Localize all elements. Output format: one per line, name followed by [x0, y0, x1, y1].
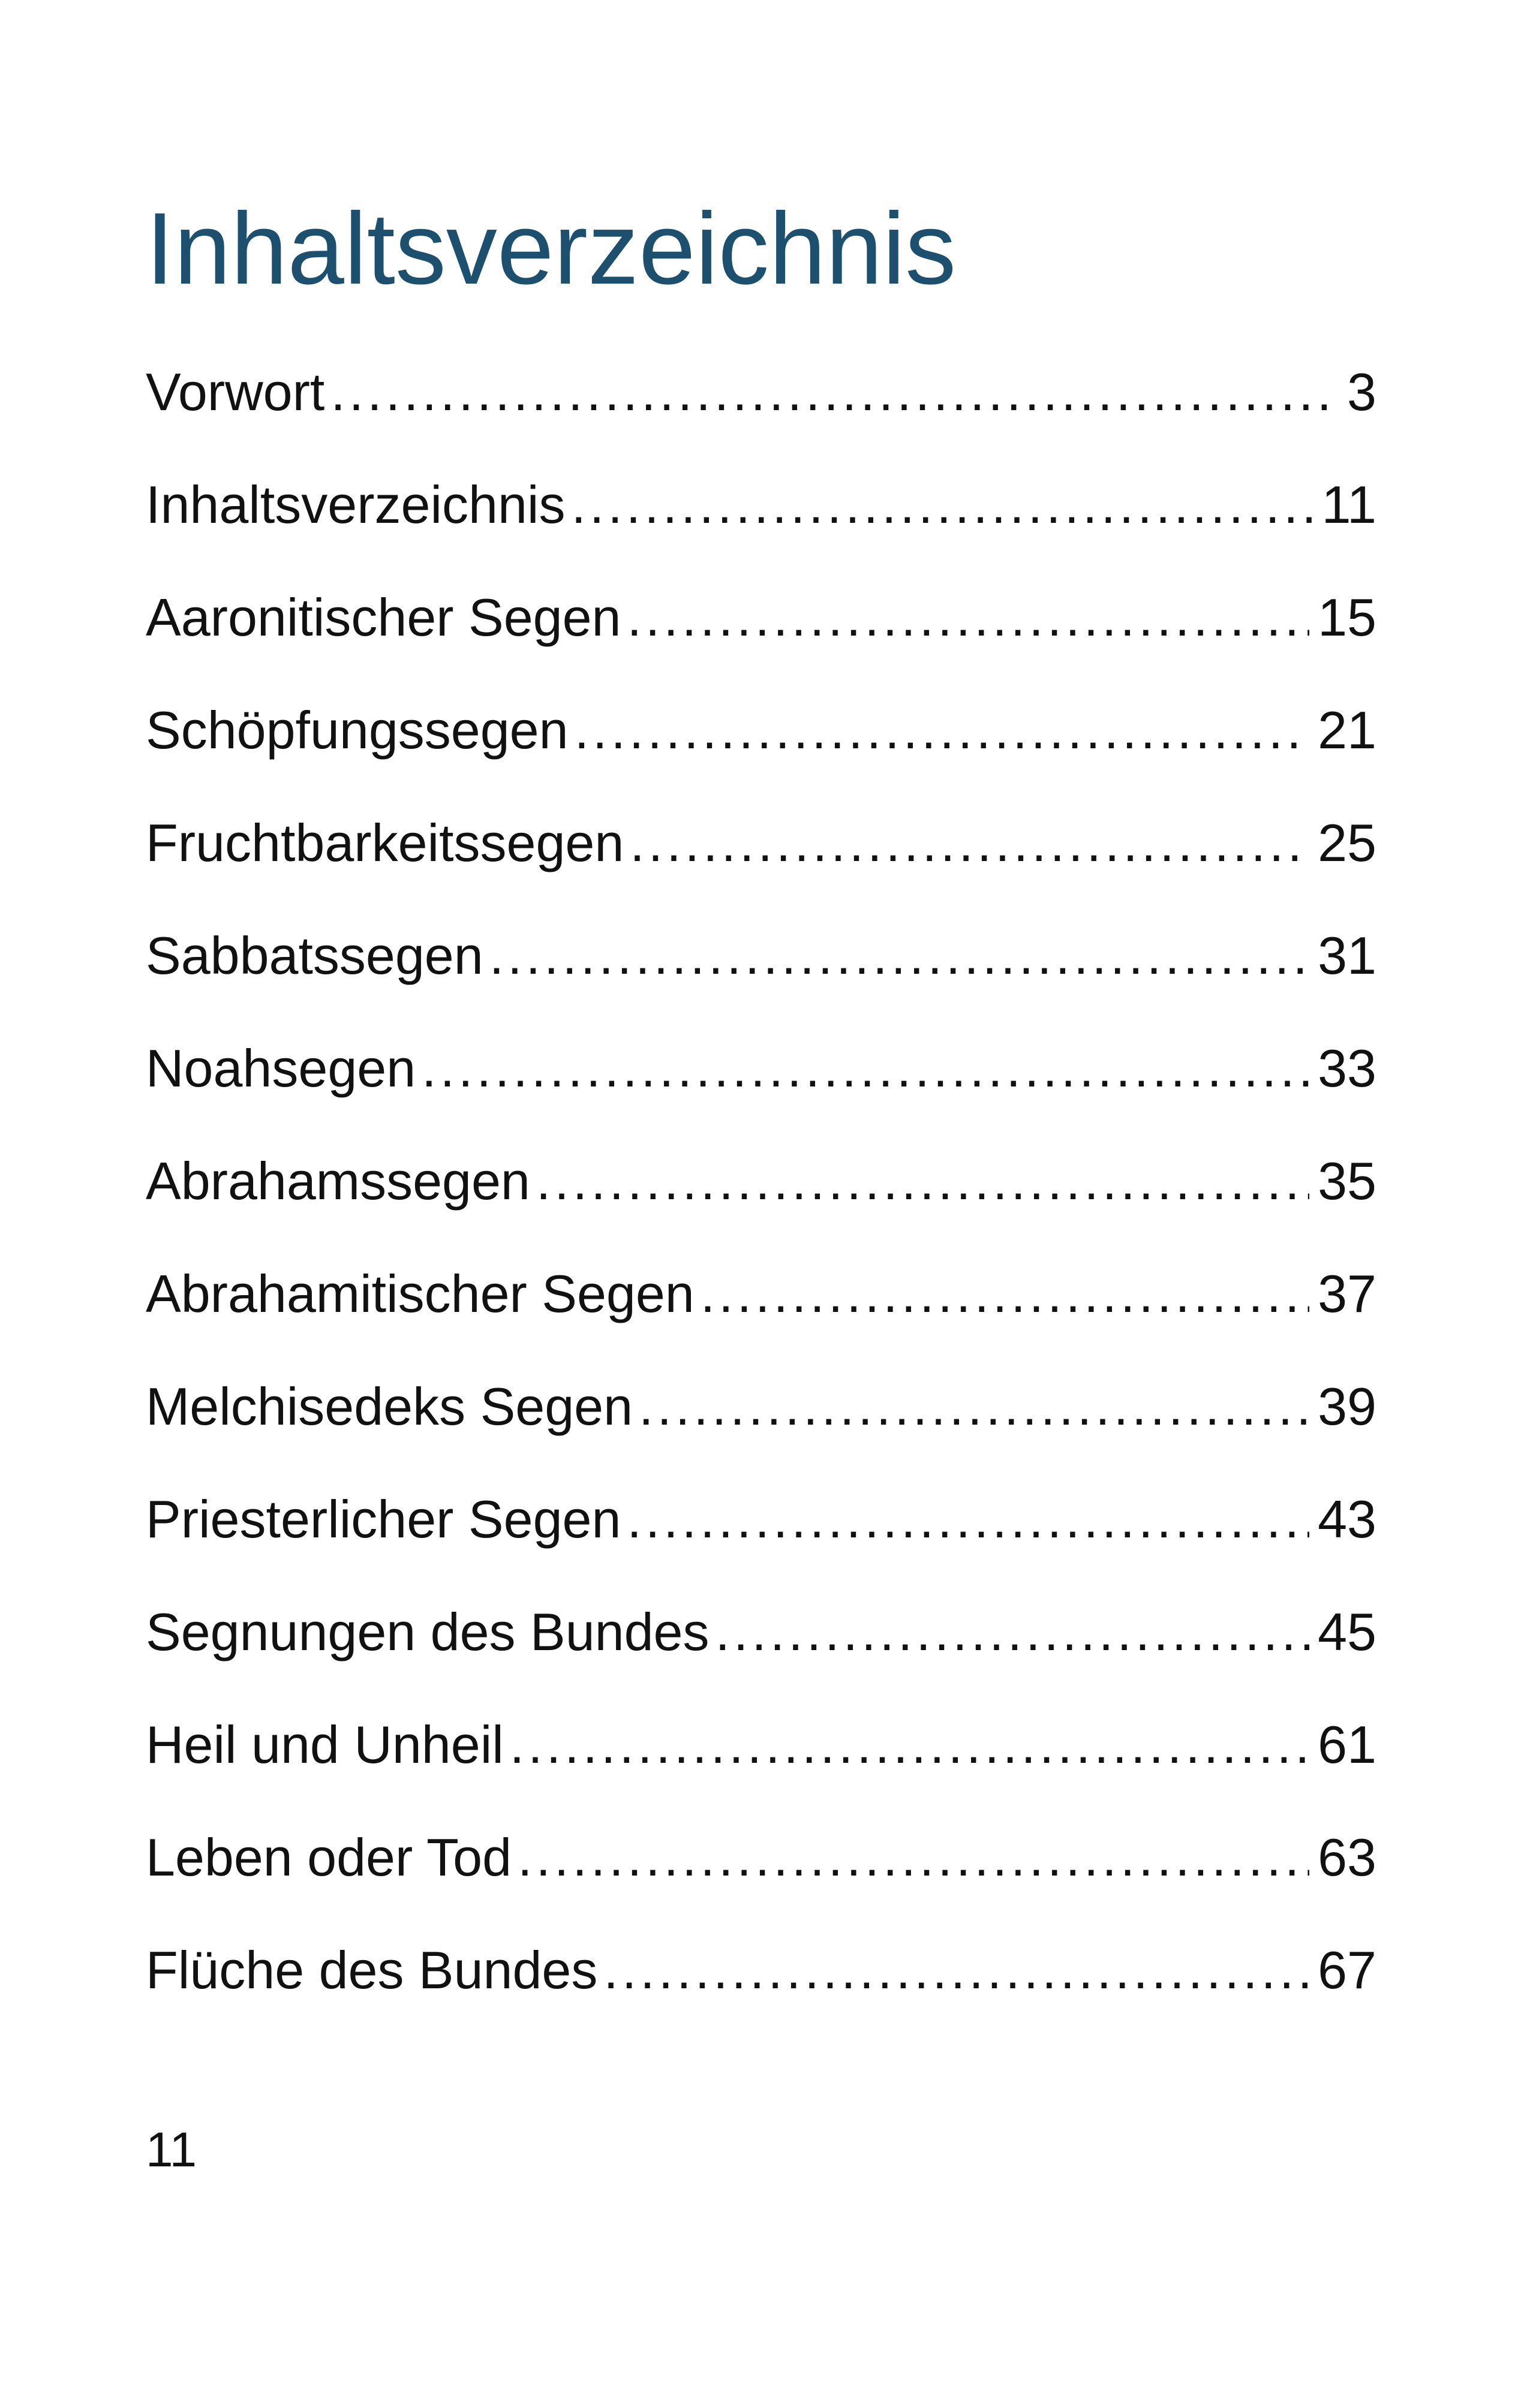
toc-entry-page: 39 — [1318, 1377, 1376, 1436]
toc-entry-page: 45 — [1318, 1602, 1376, 1661]
toc-leader-dots — [603, 1944, 1309, 1997]
toc-leader-dots — [639, 1380, 1309, 1433]
toc-entry — [146, 475, 1376, 591]
toc-entry-label: Heil und Unheil — [146, 1715, 504, 1774]
toc-leader-dots — [422, 1042, 1309, 1095]
toc-entry-label: Abrahamssegen — [146, 1151, 530, 1211]
toc-entry-label: Sabbatssegen — [146, 926, 483, 985]
toc-leader-dots — [571, 478, 1313, 531]
toc-entry-label: Vorwort — [146, 362, 325, 422]
toc-entry-page: 11 — [1321, 475, 1376, 534]
toc-entry-label: Fruchtbarkeitssegen — [146, 813, 624, 872]
toc-entry-page: 35 — [1318, 1151, 1376, 1211]
toc-entry-page: 31 — [1318, 926, 1376, 985]
toc-entry-label: Aaronitischer Segen — [146, 588, 621, 647]
toc-entry-page: 15 — [1318, 588, 1376, 647]
toc-entry-label: Segnungen des Bundes — [146, 1602, 710, 1661]
toc-leader-dots — [630, 817, 1309, 869]
toc-entry — [146, 1489, 1376, 1606]
toc-leader-dots — [489, 929, 1309, 982]
toc-entry — [146, 1940, 1376, 2057]
toc-entry-page: 67 — [1318, 1940, 1376, 2000]
toc-entry — [146, 1264, 1376, 1380]
toc-leader-dots — [536, 1155, 1309, 1208]
toc-leader-dots — [575, 704, 1310, 757]
toc-entry-label: Abrahamitischer Segen — [146, 1264, 695, 1323]
toc-entry — [146, 926, 1376, 1042]
toc-entry-page: 3 — [1347, 362, 1376, 422]
toc-entry-label: Leben oder Tod — [146, 1828, 512, 1887]
toc-entry — [146, 1377, 1376, 1493]
toc-entry-page: 33 — [1318, 1039, 1376, 1098]
toc-entry-label: Noahsegen — [146, 1039, 416, 1098]
toc-entry-page: 37 — [1318, 1264, 1376, 1323]
toc-entry-page: 43 — [1318, 1489, 1376, 1549]
toc-leader-dots — [627, 1493, 1309, 1546]
toc-entry-label: Melchisedeks Segen — [146, 1377, 633, 1436]
toc-leader-dots — [715, 1606, 1309, 1658]
toc-entry — [146, 1039, 1376, 1155]
toc-entry — [146, 1715, 1376, 1831]
toc-entry-label: Priesterlicher Segen — [146, 1489, 621, 1549]
toc-leader-dots — [510, 1718, 1309, 1771]
toc-entry — [146, 1602, 1376, 1718]
page-number: 11 — [146, 2123, 197, 2177]
table-of-contents — [146, 362, 1376, 2057]
toc-leader-dots — [330, 366, 1339, 419]
toc-entry — [146, 588, 1376, 704]
toc-entry-label: Flüche des Bundes — [146, 1940, 598, 2000]
toc-entry — [146, 1151, 1376, 1268]
toc-entry — [146, 700, 1376, 817]
toc-leader-dots — [518, 1831, 1309, 1884]
toc-entry — [146, 362, 1376, 478]
toc-entry-label: Schöpfungssegen — [146, 700, 569, 760]
toc-entry-label: Inhaltsverzeichnis — [146, 475, 566, 534]
toc-leader-dots — [627, 591, 1309, 644]
toc-entry-page: 61 — [1318, 1715, 1376, 1774]
toc-leader-dots — [701, 1268, 1309, 1320]
toc-entry — [146, 1828, 1376, 1944]
toc-entry-page: 63 — [1318, 1828, 1376, 1887]
toc-entry-page: 25 — [1318, 813, 1376, 872]
toc-entry-page: 21 — [1318, 700, 1376, 760]
page-title: Inhaltsverzeichnis — [146, 192, 957, 306]
toc-entry — [146, 813, 1376, 929]
